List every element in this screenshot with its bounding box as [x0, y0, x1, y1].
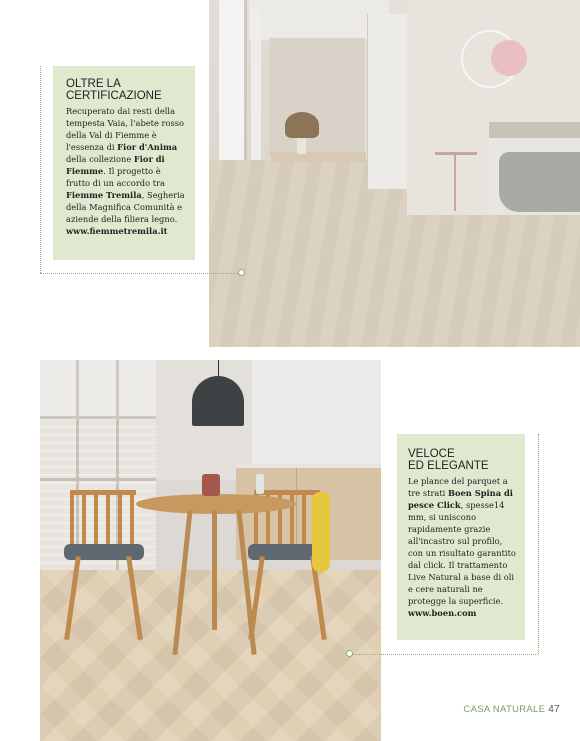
caption-title	[66, 78, 187, 102]
photo-bench	[271, 152, 366, 162]
photo-side-table	[435, 152, 477, 212]
photo-wall	[252, 360, 381, 465]
photo-wardrobe	[367, 14, 407, 189]
body-text: , Segheria della Magnifica Comunità e aziende della filiera legno.	[66, 190, 185, 224]
page-footer	[463, 704, 560, 715]
kitchen-photo	[40, 360, 381, 741]
website-link[interactable]: www.boen.com	[408, 608, 477, 618]
caption-body	[66, 105, 187, 237]
caption-title-line: OLTRE LA	[66, 78, 121, 90]
photo-blanket	[499, 152, 580, 212]
photo-window	[251, 10, 261, 185]
photo-wall-decor	[491, 40, 527, 76]
website-link[interactable]: www.fiemmetremila.it	[66, 226, 168, 236]
body-text: . Il progetto è frutto di un accordo tra	[66, 166, 165, 188]
page-number: 47	[548, 704, 560, 715]
dotted-leader	[538, 434, 539, 654]
photo-bag	[312, 492, 330, 572]
photo-pitcher	[202, 474, 220, 496]
photo-back-wall	[269, 38, 365, 158]
photo-bottle	[256, 474, 264, 494]
product-name: Fior d'Anima	[117, 142, 178, 152]
body-text: Le plance del parquet a tre strati	[408, 476, 508, 498]
photo-chair	[64, 490, 144, 640]
product-name: Boen Spina di pesce Click	[408, 488, 513, 510]
dotted-leader	[40, 273, 242, 274]
body-text: , spesse14 mm, si uniscono rapidamente grazie all'incastro sul profilo, con un risultato garantito dal click. Il trattamento Live Natural a base di oli e cere naturali ne protegge la superficie.	[408, 500, 516, 606]
dotted-leader	[40, 66, 41, 273]
photo-table-leg	[212, 510, 217, 630]
magazine-name: CASA NATURALE	[463, 704, 546, 715]
caption-box-certificazione	[53, 66, 195, 260]
caption-title	[408, 448, 517, 472]
body-text: Recuperato dai resti della tempesta Vaia, l'abete rosso della Val di Fiemme è l'essenza di	[66, 106, 185, 152]
company-name: Fiemme Tremila	[66, 190, 142, 200]
caption-body	[408, 475, 517, 619]
photo-plant	[285, 112, 319, 138]
leader-node	[346, 650, 353, 657]
collection-name: Fior di Fiemme	[66, 154, 165, 176]
leader-node	[238, 269, 245, 276]
dotted-leader	[352, 654, 538, 655]
caption-title-line: ED ELEGANTE	[408, 460, 489, 472]
bedroom-photo	[209, 0, 580, 347]
caption-title-line: CERTIFICAZIONE	[66, 90, 162, 102]
caption-title-line: VELOCE	[408, 448, 455, 460]
body-text: della collezione	[66, 154, 134, 164]
caption-box-veloce	[397, 434, 525, 640]
photo-pendant-lamp	[192, 376, 244, 426]
